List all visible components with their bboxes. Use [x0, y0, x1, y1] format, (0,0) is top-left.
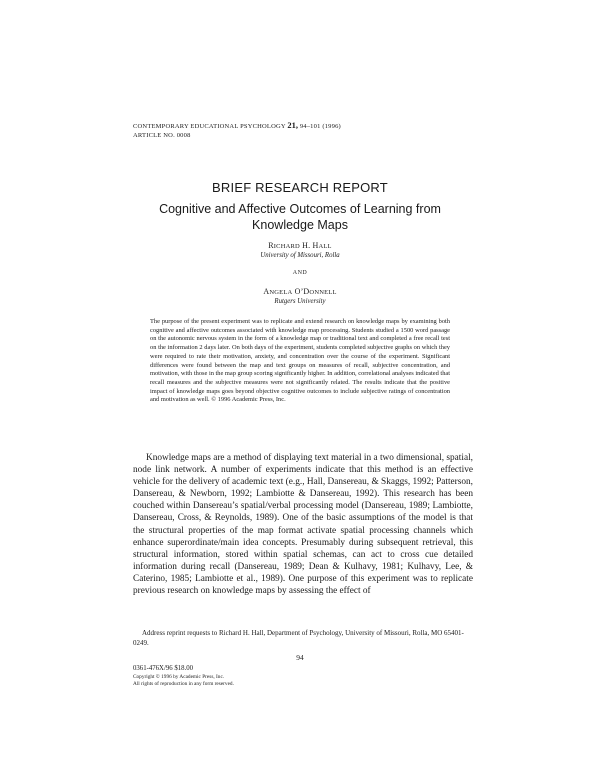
footnote: Address reprint requests to Richard H. Hall, Department of Psychology, University of Missouri, Rolla, MO 65401-0249.: [133, 629, 464, 647]
paper-title: [150, 201, 450, 233]
imprint: [133, 665, 333, 688]
section-title: BRIEF RESEARCH REPORT: [212, 180, 388, 195]
journal-name: CONTEMPORARY EDUCATIONAL PSYCHOLOGY: [133, 123, 286, 130]
paper-title-line-2: Knowledge Maps: [252, 218, 348, 232]
author-1-affiliation: University of Missouri, Rolla: [260, 252, 340, 259]
abstract: [150, 318, 450, 405]
body-text: [133, 452, 473, 597]
abstract-text: The purpose of the present experiment was to replicate and extend research on knowledge maps by examining both cognitive and affective outcomes associated with knowledge map processing. Students studied a 1500 word passage on the autonomic nervous system in the form of a knowledge map or traditional text and completed a free recall test on the information 2 days later. On both days of the experiment, students completed subjective graphs on which they were required to rate their motivation, anxiety, and concentration over the course of the experiment. Significant differences were found between the map and text groups on measures of recall, subjective concentration, and motivation, with those in the map group scoring significantly higher. In addition, correlational analyses indicated that recall measures and the subjective measures were not significantly related. The results indicate that the positive impact of knowledge maps goes beyond objective cognitive outcomes to include subjective ratings of concentration and motivation as well.: [150, 318, 450, 404]
author-1: RICHARD H. HALL: [268, 241, 332, 250]
imprint-price: 0361-476X/96 $18.00: [133, 665, 194, 672]
page-number: 94: [296, 653, 304, 662]
journal-citation: [133, 121, 473, 131]
author-2: ANGELA O’DONNELL: [263, 287, 337, 296]
journal-pages-year: 94–101 (1996): [299, 123, 341, 130]
body-paragraph: Knowledge maps are a method of displaying text material in a two dimensional, spatial, node link network. A number of experiments indicate that this method is an effective vehicle for the delivery of academic text (e.g., Hall, Dansereau, & Skaggs, 1992; Patterson, Dansereau, & Newborn, 1992; Lambiotte & Dansereau, 1992). This research has been couched within Dansereau’s spatial/verbal processing model (Dansereau, 1989; Lambiotte, Dansereau, Cross, & Reynolds, 1989). One of the basic assumptions of the model is that the structural properties of the map format activate spatial processing channels which enhance superordinate/main idea concepts. Presumably during subsequent retrieval, this structural information, stored within spatial schemas, can act to cross cue detailed information during recall (Dansereau, 1989; Dean & Kulhavy, 1981; Kulhavy, Lee, & Caterino, 1985; Lambiotte et al., 1989). One purpose of this experiment was to replicate previous research on knowledge maps by assessing the effect of: [133, 453, 473, 597]
paper-title-line-1: Cognitive and Affective Outcomes of Learning from: [159, 202, 441, 216]
imprint-rights: All rights of reproduction in any form reserved.: [133, 680, 234, 687]
author-separator: AND: [292, 270, 308, 276]
imprint-copyright: Copyright © 1996 by Academic Press, Inc.: [133, 673, 225, 680]
journal-header: [133, 121, 473, 140]
author-2-affiliation: Rutgers University: [274, 298, 326, 305]
abstract-copyright: © 1996 Academic Press, Inc.: [211, 396, 286, 404]
journal-volume: 21,: [287, 120, 298, 130]
article-number: ARTICLE NO. 0008: [133, 132, 191, 139]
